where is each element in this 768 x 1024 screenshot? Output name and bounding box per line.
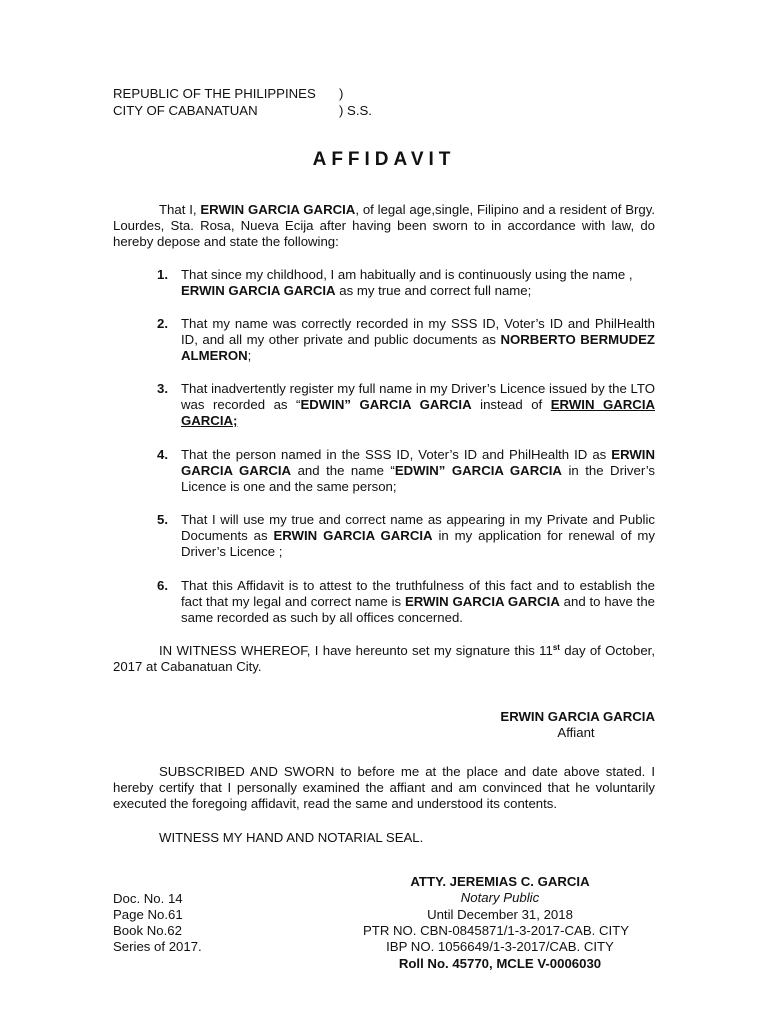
book-number: Book No.62 — [113, 923, 182, 938]
header-republic: REPUBLIC OF THE PHILIPPINES — [113, 86, 316, 101]
affidavit-page: REPUBLIC OF THE PHILIPPINES ) CITY OF CABANATUAN ) S.S. AFFIDAVIT That I, ERWIN GARCIA GARCIA, of legal age,single, Filipino and a resident of Brgy. Lourdes, Sta. Rosa, Nueva Ecija after having been sworn to in accordance with law, do hereby depose and state the following: 1. That since my childhood, I am habitually and is continuously using the name , ERWIN GARCIA GARCIA as my true and correct full name; 2. That my name was correctly recorded in my SSS ID, Voter’s ID and PhilHealth ID, and all my other private and public documents as NORBERTO BERMUDEZ ALMERON; 3. That inadvertently register my full name in my Driver’s Licence issued by the LTO was recorded as “EDWIN” GARCIA GARCIA instead of ERWIN GARCIA GARCIA; 4. That the person named in the SSS ID, Voter’s ID and PhilHealth ID as ERWIN GARCIA GARCIA and the name “EDWIN” GARCIA GARCIA in the Driver’s Licence is one and the same person; 5. That I will use my true and correct name as appearing in my Private and Public Documents as ERWIN GARCIA GARCIA in my application for renewal of my Driver’s Licence ; 6. That this Affidavit is to attest to the truthfulness of this fact and to establish the fact that my legal and correct name is ERWIN GARCIA GARCIA and to have the same recorded as such by all offices concerned. IN WITNESS WHEREOF, I have hereunto set my signature this 11st day of October, 2017 at Cabanatuan City. ERWIN GARCIA GARCIA Affiant SUBSCRIBED AND SWORN to before me at the place and date above stated. I hereby certify that I personally examined the affiant and am convinced that he voluntarily executed the foregoing affidavit, read the same and understood its contents. WITNESS MY HAND AND NOTARIAL SEAL. ATTY. JEREMIAS C. GARCIA Notary Public Until December 31, 2018 PTR NO. CBN-0845871/1-3-2017-CAB. CITY IBP NO. 1056649/1-3-2017/CAB. CITY Roll No. 45770, MCLE V-0006030 Doc. No. 14 Page No.61 Book No.62 Series of 2017. — [0, 0, 768, 1024]
notary-ibp: IBP NO. 1056649/1-3-2017/CAB. CITY — [386, 939, 614, 954]
witness-paragraph: IN WITNESS WHEREOF, I have hereunto set my signature this 11st day of October, 2017 at Cabanatuan City. — [113, 643, 655, 675]
intro-paragraph: That I, ERWIN GARCIA GARCIA, of legal age,single, Filipino and a resident of Brgy. Lourdes, Sta. Rosa, Nueva Ecija after having been sworn to in accordance with law, do hereby depose and state the following: — [113, 202, 655, 250]
affiant-label: Affiant — [557, 725, 595, 740]
series-year: Series of 2017. — [113, 939, 202, 954]
header-paren-1: ) — [339, 86, 344, 101]
page-number: Page No.61 — [113, 907, 183, 922]
notary-roll: Roll No. 45770, MCLE V-0006030 — [398, 956, 602, 971]
header-city: CITY OF CABANATUAN — [113, 103, 258, 118]
notarial-seal-line: WITNESS MY HAND AND NOTARIAL SEAL. — [159, 830, 424, 845]
doc-number: Doc. No. 14 — [113, 891, 183, 906]
subscribed-paragraph: SUBSCRIBED AND SWORN to before me at the place and date above stated. I hereby certify that I personally examined the affiant and am convinced that he voluntarily executed the foregoing affidavit, read the same and understood its contents. — [113, 764, 655, 812]
notary-ptr: PTR NO. CBN-0845871/1-3-2017-CAB. CITY — [362, 923, 630, 938]
affiant-name: ERWIN GARCIA GARCIA — [500, 709, 655, 724]
header-ss: ) S.S. — [339, 103, 372, 118]
notary-title: Notary Public — [460, 890, 540, 905]
notary-until: Until December 31, 2018 — [427, 907, 573, 922]
document-title: AFFIDAVIT — [312, 149, 456, 170]
notary-name: ATTY. JEREMIAS C. GARCIA — [410, 874, 590, 889]
